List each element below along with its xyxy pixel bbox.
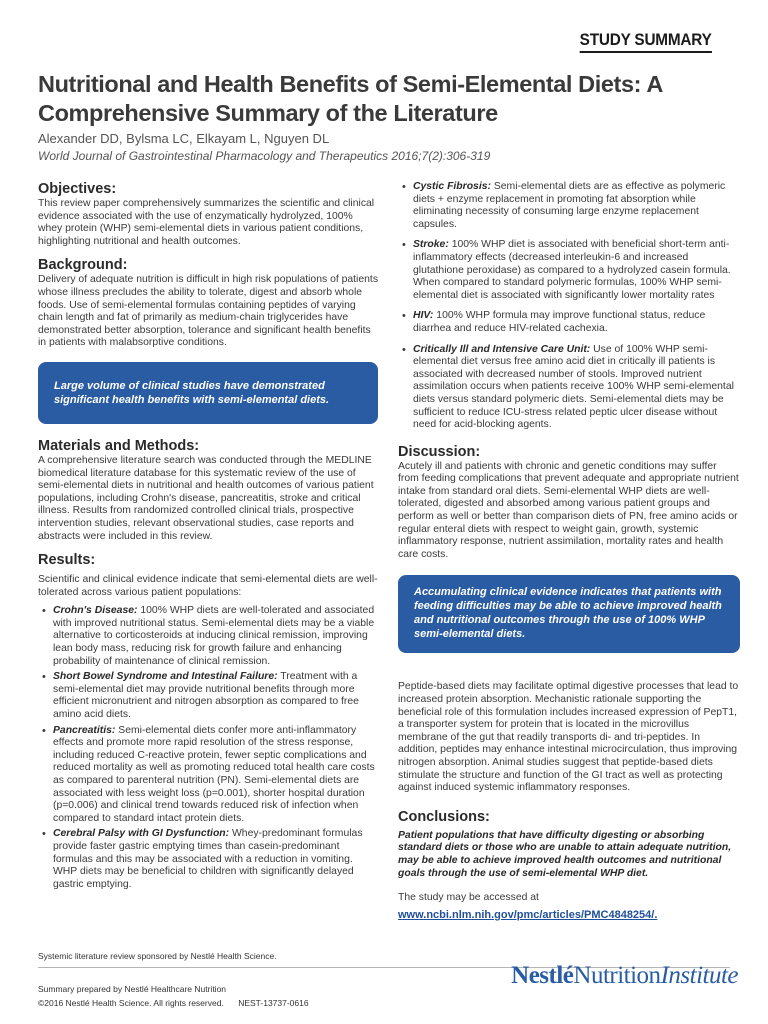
callout-left-text: Large volume of clinical studies have demonstrated significant health benefits with semi-elemental diets.	[54, 379, 330, 406]
study-summary-tag: STUDY SUMMARY	[580, 30, 712, 53]
discussion-continued	[398, 681, 740, 794]
conclusions-heading: Conclusions:	[398, 808, 490, 825]
discussion-heading: Discussion:	[398, 443, 481, 460]
conclusions-text: Patient populations that have difficulty digesting or absorbing standard diets or those who are unable to attain adequate nutrition, may be able to achieve improved health outcomes and nutritional goals through the use of semi-elemental WHP diet.	[398, 829, 732, 879]
discussion-text-2: Peptide-based diets may facilitate optimal digestive processes that lead to increased protein absorption. Mechanistic rationale supporting the beneficial role of this formulation includes increased expression of PepT1, a transporter system for protein that is located in the microvillus membrane of the gut that readily transports di- and tri-peptides. In addition, peptides may enhance intestinal microcirculation, thus improving nitrogen absorption. Animal studies suggest that peptide-based diets stimulate the structure and function of the GI tract as well as protecting against induced systemic inflammatory responses.	[398, 681, 739, 794]
journal-citation: World Journal of Gastrointestinal Pharmacology and Therapeutics 2016;7(2):306-319	[38, 149, 491, 163]
list-item-text: Whey-predominant formulas provide faster gastric emptying times than casein-predominant formulas and this may be associated with a reduction in vomiting. WHP diets may be beneficial to children with significantly delayed gastric emptying.	[53, 828, 363, 890]
objectives-text: This review paper comprehensively summarizes the scientific and clinical evidence associated with the use of enzymatically hydrolyzed, 100% whey protein (WHP) semi-elemental diets in various patient conditions, highlighting nutritional and health outcomes.	[38, 198, 375, 247]
list-item-term: Critically Ill and Intensive Care Unit:	[413, 343, 591, 355]
callout-right-text: Accumulating clinical evidence indicates that patients with feeding difficulties may be able to achieve improved health and nutritional outcomes through the use of 100% WHP semi-elemental diets.	[414, 586, 722, 641]
objectives-heading: Objectives:	[38, 181, 117, 197]
background-text: Delivery of adequate nutrition is difficult in high risk populations of patients whose illness precludes the ability to tolerate, digest and absorb whole foods. Use of semi-elemental formulas containing peptides of varying chain length and fat of primarily as medium-chain triglycerides have demonstrated better absorption, tolerance and significant health benefits in patients with malabsorptive conditions.	[38, 274, 379, 349]
discussion-text: Acutely ill and patients with chronic and genetic conditions may suffer from feeding complications that prevent adequate and appropriate nutrient intake from standard oral diets. Semi-elemental WHP diets are well-tolerated, digested and absorbed among various patient groups and perform as well or better than comparison diets of PN, free amino acids or regular enteral diets with respect to weight gain, growth, systemic inflammatory response, nutrient assimilation, mortality rates and health care costs.	[398, 460, 739, 560]
list-item-text: 100% WHP formula may improve functional status, reduce diarrhea and reduce HIV-related cachexia.	[413, 310, 706, 334]
logo-word-3: Institute	[660, 962, 738, 989]
list-item-text: 100% WHP diets are well-tolerated and associated with improved nutritional status. Semi-elemental diets may be a viable alternative to corticosteroids at inducing clinical remission, improving lean body mass, reducing risk for growth failure and enhancing probability of maintenance of clinical remission.	[53, 605, 375, 667]
list-item-text: Semi-elemental diets confer more anti-inflammatory effects and promote more rapid resolution of the stress response, including reduced C-reactive protein, fewer septic complications and reduced mortality as well as promoting reduced total health care costs as compared to parenteral nutrition (PN). Semi-elemental diets are associated with less weight loss (p=0.001), shorter hospital duration (p=0.006) and clinical trend towards reduced risk of infection when compared to standard intact protein diets.	[53, 724, 375, 824]
study-link[interactable]: www.ncbi.nlm.nih.gov/pmc/articles/PMC4848254/.	[398, 908, 658, 921]
page-title: Nutritional and Health Benefits of Semi-Elemental Diets: A Comprehensive Summary of the Literature	[38, 71, 663, 126]
callout-box-left	[38, 362, 378, 424]
objectives-section	[38, 181, 378, 248]
discussion-section	[398, 444, 740, 562]
methods-text: A comprehensive literature search was conducted through the MEDLINE biomedical literature database for this systematic review of the use of semi-elemental diets in nutritional and health outcomes of various patient populations, including Crohn's disease, pancreatitis, stroke and critical illness. Results from randomized controlled clinical trials, prospective intervention studies, relevant observational studies, case reports and abstracts were included in this review.	[38, 454, 374, 542]
list-item	[398, 344, 740, 432]
list-item	[38, 671, 378, 721]
list-item	[398, 310, 740, 335]
list-item-text: Treatment with a semi-elemental diet may provide nutritional benefits through more efficient micronutrient and nitrogen absorption as compared to free amino acid diets.	[53, 671, 359, 721]
results-list-continued	[398, 181, 740, 432]
list-item-term: Crohn's Disease:	[53, 605, 138, 617]
nestle-nutrition-institute-logo	[511, 962, 738, 990]
list-item-text: Semi-elemental diets are as effective as polymeric diets + enzyme replacement in promoting fat absorption while eliminating necessity of consuming large enzyme replacement capsules.	[413, 181, 726, 230]
results-intro: Scientific and clinical evidence indicate that semi-elemental diets are well-tolerated across various patient populations:	[38, 574, 378, 598]
list-item-term: HIV:	[413, 310, 434, 322]
conclusions-section	[398, 809, 740, 923]
list-item	[398, 181, 740, 231]
results-section	[38, 552, 378, 891]
list-item-text: 100% WHP diet is associated with beneficial short-term anti-inflammatory effects (decreased interleukin-6 and increased glutathione peroxidase) as compared to a hydrolyzed casein formula. When compared to standard polymeric formulas, 100% WHP semi-elemental diet is associated with significantly lower mortality rates	[413, 239, 731, 301]
list-item-term: Stroke:	[413, 239, 449, 251]
background-heading: Background:	[38, 257, 128, 274]
list-item	[38, 725, 378, 826]
callout-box-right	[398, 575, 740, 653]
results-list	[38, 605, 378, 891]
left-column	[38, 181, 378, 900]
list-item-term: Pancreatitis:	[53, 724, 116, 736]
list-item-term: Cerebral Palsy with GI Dysfunction:	[53, 828, 230, 840]
background-section	[38, 257, 378, 350]
prepared-by: Summary prepared by Nestlé Healthcare Nutrition	[38, 984, 227, 994]
copyright-text: ©2016 Nestlé Health Science. All rights reserved.	[38, 998, 224, 1008]
logo-word-2: Nutrition	[573, 962, 661, 989]
results-heading: Results:	[38, 552, 96, 569]
list-item	[398, 239, 740, 302]
logo-word-1: Nestlé	[511, 962, 574, 989]
right-column	[398, 181, 740, 932]
methods-heading: Materials and Methods:	[38, 437, 200, 454]
copyright-line	[38, 998, 321, 1008]
list-item	[38, 605, 378, 668]
list-item-term: Short Bowel Syndrome and Intestinal Failure:	[53, 671, 278, 683]
list-item-term: Cystic Fibrosis:	[413, 181, 491, 192]
methods-section	[38, 438, 378, 543]
authors: Alexander DD, Bylsma LC, Elkayam L, Nguyen DL	[38, 131, 330, 146]
study-access-text: The study may be accessed at	[398, 892, 539, 904]
sponsor-note: Systemic literature review sponsored by Nestlé Health Science.	[38, 951, 277, 961]
list-item	[38, 828, 378, 891]
list-item-text: Use of 100% WHP semi-elemental diet versus free amino acid diet in critically ill patients is associated with decreased number of stools. Improved nutrient assimilation occurs when patients receive 100% WHP semi-elemental diets versus standard polymeric diets. Semi-elemental diets may be sufficient to reduce ICU-stress related peptic ulcer disease without need for acid-blocking agents.	[413, 343, 734, 431]
document-code: NEST-13737-0616	[238, 998, 309, 1008]
